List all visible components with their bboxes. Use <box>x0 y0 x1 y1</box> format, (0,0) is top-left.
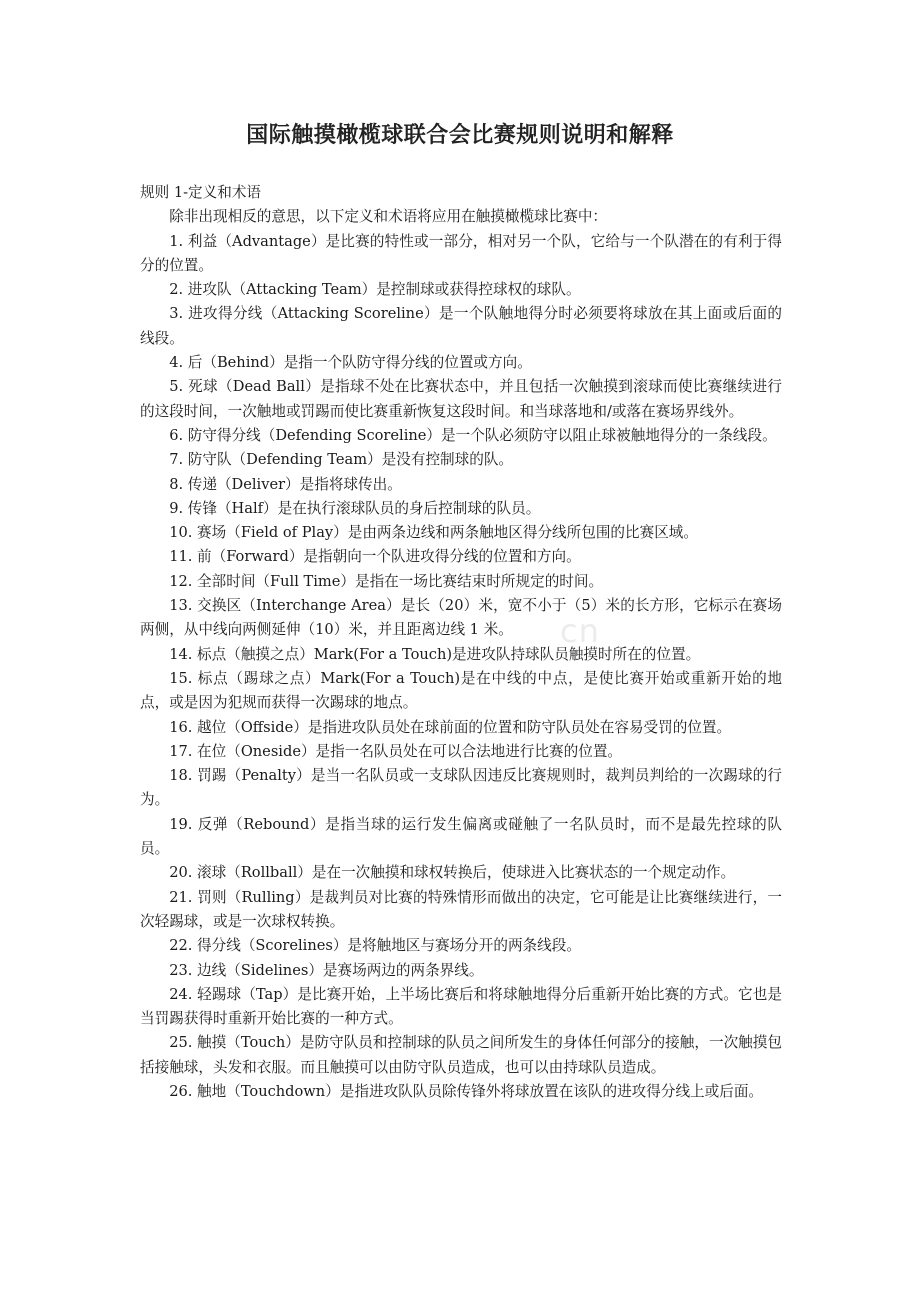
definition-item: 26. 触地（Touchdown）是指进攻队队员除传锋外将球放置在该队的进攻得分线上或后面。 <box>169 1082 764 1100</box>
definition-item: 14. 标点（触摸之点）Mark(For a Touch)是进攻队持球队员触摸时所在的位置。 <box>169 645 701 663</box>
definition-item: 13. 交换区（Interchange Area）是长（20）米，宽不小于（5）米的长方形，它标示在赛场两侧，从中线向两侧延伸（10）米，并且距离边线 1 米。 <box>140 597 782 639</box>
definitions-list <box>140 230 782 1105</box>
definition-item: 7. 防守队（Defending Team）是没有控制球的队。 <box>169 451 514 469</box>
definition-item: 12. 全部时间（Full Time）是指在一场比赛结束时所规定的时间。 <box>169 572 604 590</box>
definition-item: 11. 前（Forward）是指朝向一个队进攻得分线的位置和方向。 <box>169 548 581 566</box>
definition-item: 2. 进攻队（Attacking Team）是控制球或获得控球权的球队。 <box>169 281 581 299</box>
definition-item: 23. 边线（Sidelines）是赛场两边的两条界线。 <box>169 961 484 979</box>
definition-item: 22. 得分线（Scorelines）是将触地区与赛场分开的两条线段。 <box>169 937 581 955</box>
definition-item: 24. 轻踢球（Tap）是比赛开始，上半场比赛后和将球触地得分后重新开始比赛的方式。它也是当罚踢获得时重新开始比赛的一种方式。 <box>140 985 782 1028</box>
definition-item: 25. 触摸（Touch）是防守队员和控制球的队员之间所发生的身体任何部分的接触，一次触摸包括接触球，头发和衣服。而且触摸可以由防守队员造成，也可以由持球队员造成。 <box>140 1034 782 1076</box>
definition-item: 1. 利益（Advantage）是比赛的特性或一部分，相对另一个队，它给与一个队潜在的有利于得分的位置。 <box>140 232 782 274</box>
watermark-text: cn <box>560 612 600 650</box>
definition-item: 15. 标点（踢球之点）Mark(For a Touch)是在中线的中点，是使比赛开始或重新开始的地点，或是因为犯规而获得一次踢球的地点。 <box>140 669 782 712</box>
definition-item: 19. 反弹（Rebound）是指当球的运行发生偏离或碰触了一名队员时，而不是最先控球的队员。 <box>140 815 782 858</box>
section-heading: 规则 1-定义和术语 <box>140 184 262 201</box>
definition-item: 20. 滚球（Rollball）是在一次触摸和球权转换后，使球进入比赛状态的一个规定动作。 <box>169 864 736 882</box>
definition-item: 18. 罚踢（Penalty）是当一名队员或一支球队因违反比赛规则时，裁判员判给的一次踢球的行为。 <box>140 767 782 809</box>
definition-item: 17. 在位（Oneside）是指一名队员处在可以合法地进行比赛的位置。 <box>169 742 623 760</box>
definition-item: 3. 进攻得分线（Attacking Scoreline）是一个队触地得分时必须要将球放在其上面或后面的线段。 <box>140 305 782 347</box>
definition-item: 5. 死球（Dead Ball）是指球不处在比赛状态中，并且包括一次触摸到滚球而使比赛继续进行的这段时间，一次触地或罚踢而使比赛重新恢复这段时间。和当球落地和/或落在赛场界线外。 <box>140 378 782 420</box>
document-title: 国际触摸橄榄球联合会比赛规则说明和解释 <box>246 123 674 148</box>
definition-item: 9. 传锋（Half）是在执行滚球队员的身后控制球的队员。 <box>169 499 541 517</box>
document-body <box>140 181 782 1104</box>
definition-item: 6. 防守得分线（Defending Scoreline）是一个队必须防守以阻止球被触地得分的一条线段。 <box>169 426 777 444</box>
definition-item: 10. 赛场（Field of Play）是由两条边线和两条触地区得分线所包围的比赛区域。 <box>169 524 698 542</box>
definition-item: 4. 后（Behind）是指一个队防守得分线的位置或方向。 <box>169 354 532 372</box>
intro-paragraph: 除非出现相反的意思，以下定义和术语将应用在触摸橄榄球比赛中： <box>169 208 608 226</box>
definition-item: 8. 传递（Deliver）是指将球传出。 <box>169 475 402 493</box>
definition-item: 21. 罚则（Rulling）是裁判员对比赛的特殊情形而做出的决定，它可能是让比赛继续进行，一次轻踢球，或是一次球权转换。 <box>140 888 782 930</box>
definition-item: 16. 越位（Offside）是指进攻队员处在球前面的位置和防守队员处在容易受罚的位置。 <box>169 718 732 736</box>
